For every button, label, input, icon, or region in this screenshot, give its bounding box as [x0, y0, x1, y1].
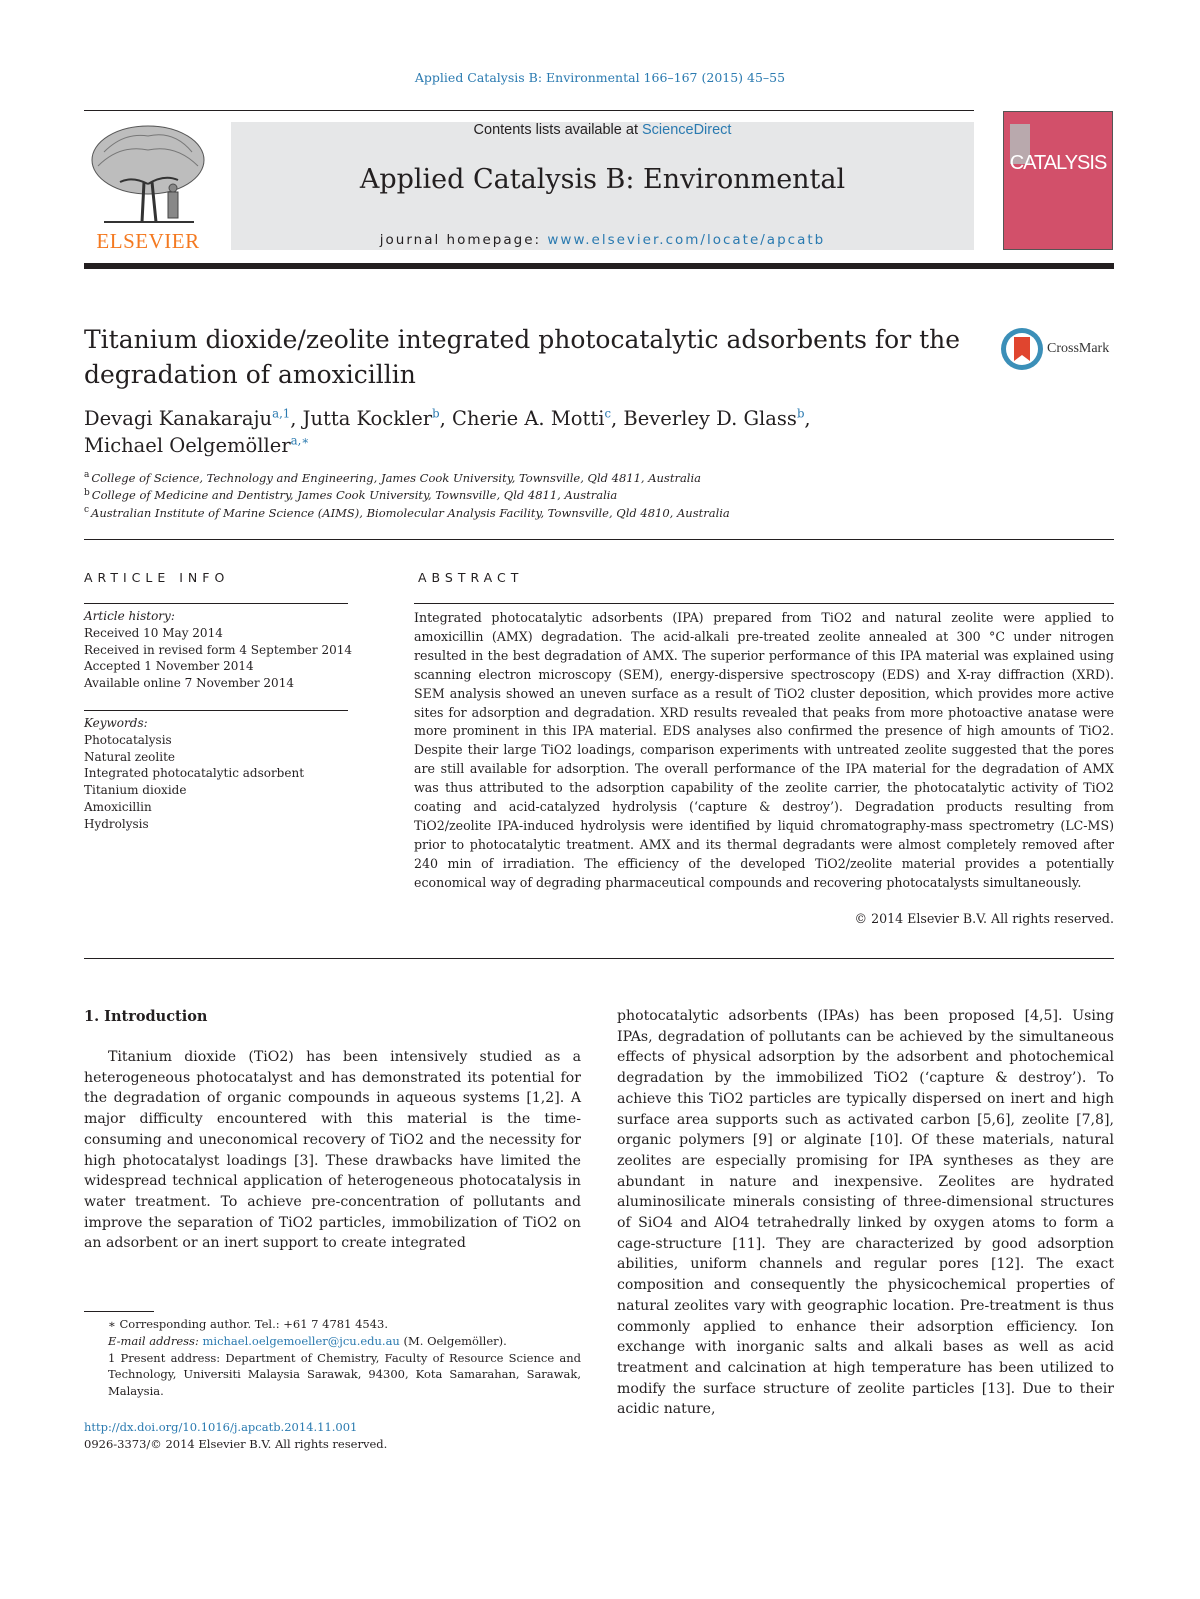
- author-name[interactable]: Jutta Kockler: [302, 407, 433, 430]
- article-history: [84, 608, 364, 692]
- journal-masthead: [231, 122, 974, 250]
- author-list: [84, 405, 984, 459]
- corresponding-author-note: ∗ Corresponding author. Tel.: +61 7 4781 4543.: [108, 1317, 388, 1331]
- journal-cover-thumbnail[interactable]: [1003, 111, 1113, 250]
- author-affiliation-marker[interactable]: b: [432, 406, 440, 421]
- keyword-item: Hydrolysis: [84, 816, 149, 831]
- article-title: Titanium dioxide/zeolite integrated photocatalytic adsorbents for the degradation of amoxicillin: [84, 325, 961, 389]
- keyword-item: Integrated photocatalytic adsorbent: [84, 766, 305, 781]
- elsevier-wordmark: ELSEVIER: [96, 229, 200, 253]
- email-link[interactable]: michael.oelgemoeller@jcu.edu.au: [202, 1333, 400, 1348]
- author-name[interactable]: Beverley D. Glass: [623, 407, 797, 430]
- footnotes: [84, 1316, 581, 1400]
- issn-line: 0926-3373/© 2014 Elsevier B.V. All rights reserved.: [84, 1436, 388, 1451]
- author-affiliation-marker[interactable]: c: [604, 406, 611, 421]
- affiliation-mark: c: [84, 504, 90, 515]
- abstract-text: Integrated photocatalytic adsorbents (IPA) prepared from TiO2 and natural zeolite were applied to amoxicillin (AMX) degradation. The acid-alkali pre-treated zeolite annealed at 300 °C under nitrogen resulted in the best degradation of AMX. The superior performance of this IPA material was explained using scanning electron microscopy (SEM), energy-dispersive spectroscopy (EDS) and X-ray diffraction (XRD). SEM analysis showed an uneven surface as a result of TiO2 cluster deposition, which provides more active sites for adsorption and degradation. XRD results revealed that peaks from more photoactive anatase were more prominent in this IPA material. EDS analyses also confirmed the presence of high amounts of TiO2. Despite their large TiO2 loadings, comparison experiments with untreated zeolite suggested that the pores are still available for adsorption. The overall performance of the IPA material for the degradation of AMX was thus attributed to the adsorption capability of the zeolite carrier, the photocatalytic activity of TiO2 coating and acid-catalyzed hydrolysis (‘capture & destroy’). Degradation products resulting from TiO2/zeolite IPA-induced hydrolysis were identified by liquid chromatography-mass spectrometry (LC-MS) prior to photocatalytic treatment. AMX and its thermal degradants were almost completely removed after 240 min of irradiation. The efficiency of the developed TiO2/zeolite material provides a potentially economical way of degrading pharmaceutical compounds and recovering photocatalysts simultaneously.: [414, 610, 1114, 890]
- cover-title: CATALYSIS: [1009, 152, 1107, 174]
- email-suffix: (M. Oelgemöller).: [399, 1333, 507, 1348]
- journal-citation-link[interactable]: Applied Catalysis B: Environmental 166–167 (2015) 45–55: [414, 70, 786, 85]
- history-item: Available online 7 November 2014: [84, 676, 294, 691]
- history-item: Received 10 May 2014: [84, 625, 223, 640]
- crossmark-badge[interactable]: [1000, 327, 1120, 373]
- section-heading-introduction: 1. Introduction: [84, 1008, 208, 1025]
- affiliation-text: College of Medicine and Dentistry, James Cook University, Townsville, Qld 4811, Australia: [91, 488, 618, 503]
- homepage-prefix: journal homepage:: [379, 232, 548, 248]
- author-affiliation-marker[interactable]: a,1: [272, 406, 291, 421]
- contents-prefix: Contents lists available at: [473, 122, 642, 138]
- abstract-heading: ABSTRACT: [418, 570, 524, 585]
- journal-name: Applied Catalysis B: Environmental: [359, 164, 846, 195]
- affiliation-rule: [84, 539, 1114, 540]
- crossmark-label: CrossMark: [1047, 341, 1110, 356]
- front-matter-end-rule: [84, 958, 1114, 959]
- affiliation-text: Australian Institute of Marine Science (AIMS), Biomolecular Analysis Facility, Townsville, Qld 4810, Australia: [91, 505, 730, 520]
- author-name[interactable]: Cherie A. Motti: [452, 407, 605, 430]
- history-item: Received in revised form 4 September 2014: [84, 642, 352, 657]
- keyword-item: Amoxicillin: [84, 799, 152, 814]
- present-address-note: 1 Present address: Department of Chemistry, Faculty of Resource Science and Technology, Universiti Malaysia Sarawak, 94300, Kota Samarahan, Sarawak, Malaysia.: [108, 1350, 581, 1399]
- keyword-item: Photocatalysis: [84, 732, 172, 747]
- author-affiliation-marker[interactable]: b: [796, 406, 805, 421]
- keywords-rule: [84, 710, 348, 711]
- history-item: Accepted 1 November 2014: [84, 659, 254, 674]
- author-separator: ,: [611, 407, 624, 430]
- elsevier-logo: [84, 122, 212, 254]
- affiliation-mark: a: [84, 470, 90, 481]
- keywords-block: [84, 715, 364, 833]
- sciencedirect-link[interactable]: ScienceDirect: [642, 122, 732, 138]
- tree-icon: [84, 122, 212, 226]
- affiliation-item: [84, 487, 1084, 504]
- author-name[interactable]: Devagi Kanakaraju: [84, 407, 273, 430]
- header-rule: [84, 110, 974, 111]
- article-info-rule: [84, 603, 348, 604]
- article-info-heading: ARTICLE INFO: [84, 570, 230, 585]
- abstract-rule: [414, 603, 1114, 604]
- author-separator: ,: [804, 407, 811, 430]
- doi-block: [84, 1419, 581, 1453]
- keyword-item: Natural zeolite: [84, 749, 175, 764]
- affiliation-list: [84, 470, 1084, 522]
- keyword-item: Titanium dioxide: [84, 783, 187, 798]
- masthead-thick-rule: [84, 263, 1114, 269]
- author-separator: ,: [439, 407, 453, 430]
- crossmark-icon: [1000, 327, 1044, 371]
- affiliation-item: [84, 505, 1084, 522]
- affiliation-item: [84, 470, 1084, 487]
- author-affiliation-marker[interactable]: a,∗: [290, 433, 310, 448]
- history-label: Article history:: [84, 609, 175, 623]
- footnote-rule: [84, 1311, 154, 1312]
- homepage-line: [231, 232, 974, 248]
- contents-line: [231, 122, 974, 138]
- introduction-column-right: photocatalytic adsorbents (IPAs) has been proposed [4,5]. Using IPAs, degradation of pollutants can be achieved by the simultaneous effects of physical adsorption by the adsorbent and photochemical degradation by the immobilized TiO2 (‘capture & destroy’). To achieve this TiO2 particles are typically dispersed on inert and high surface area supports such as activated carbon [5,6], zeolite [7,8], organic polymers [9] or alginate [10]. Of these materials, natural zeolites are especially promising for IPA syntheses as they are abundant in nature and inexpensive. Zeolites are hydrated aluminosilicate minerals consisting of three-dimensional structures of SiO4 and AlO4 tetrahedrally linked by oxygen atoms to form a cage-structure [11]. They are characterized by good adsorption abilities, uniform channels and regular pores [12]. The exact composition and consequently the physicochemical properties of natural zeolites vary with geographic location. Pre-treatment is thus commonly applied to enhance their adsorption efficiency. Ion exchange with inorganic salts and alkali bases as well as acid treatment and calcination at high temperature has been utilized to modify the surface structure of zeolite particles [13]. Due to their acidic nature,: [617, 1008, 1114, 1418]
- author-separator: ,: [290, 407, 303, 430]
- email-note: [84, 1333, 581, 1350]
- homepage-link[interactable]: www.elsevier.com/locate/apcatb: [547, 232, 826, 248]
- abstract-copyright: © 2014 Elsevier B.V. All rights reserved.: [854, 911, 1114, 926]
- affiliation-mark: b: [84, 487, 90, 498]
- doi-link[interactable]: http://dx.doi.org/10.1016/j.apcatb.2014.11.001: [84, 1420, 358, 1434]
- affiliation-text: College of Science, Technology and Engineering, James Cook University, Townsville, Qld 4811, Australia: [91, 471, 702, 485]
- introduction-column-left: Titanium dioxide (TiO2) has been intensively studied as a heterogeneous photocatalyst and has demonstrated its potential for the degradation of organic compounds in aqueous systems [1,2]. A major difficulty encountered with this material is the time-consuming and uneconomical recovery of TiO2 and the necessity for high photocatalyst loadings [3]. These drawbacks have limited the widespread technical application of heterogeneous photocatalysis in water treatment. To achieve pre-concentration of pollutants and improve the separation of TiO2 particles, immobilization of TiO2 on an adsorbent or an inert support to create integrated: [84, 1049, 581, 1252]
- email-label: E-mail address:: [108, 1333, 203, 1348]
- keywords-label: Keywords:: [84, 716, 148, 730]
- author-name[interactable]: Michael Oelgemöller: [84, 434, 291, 457]
